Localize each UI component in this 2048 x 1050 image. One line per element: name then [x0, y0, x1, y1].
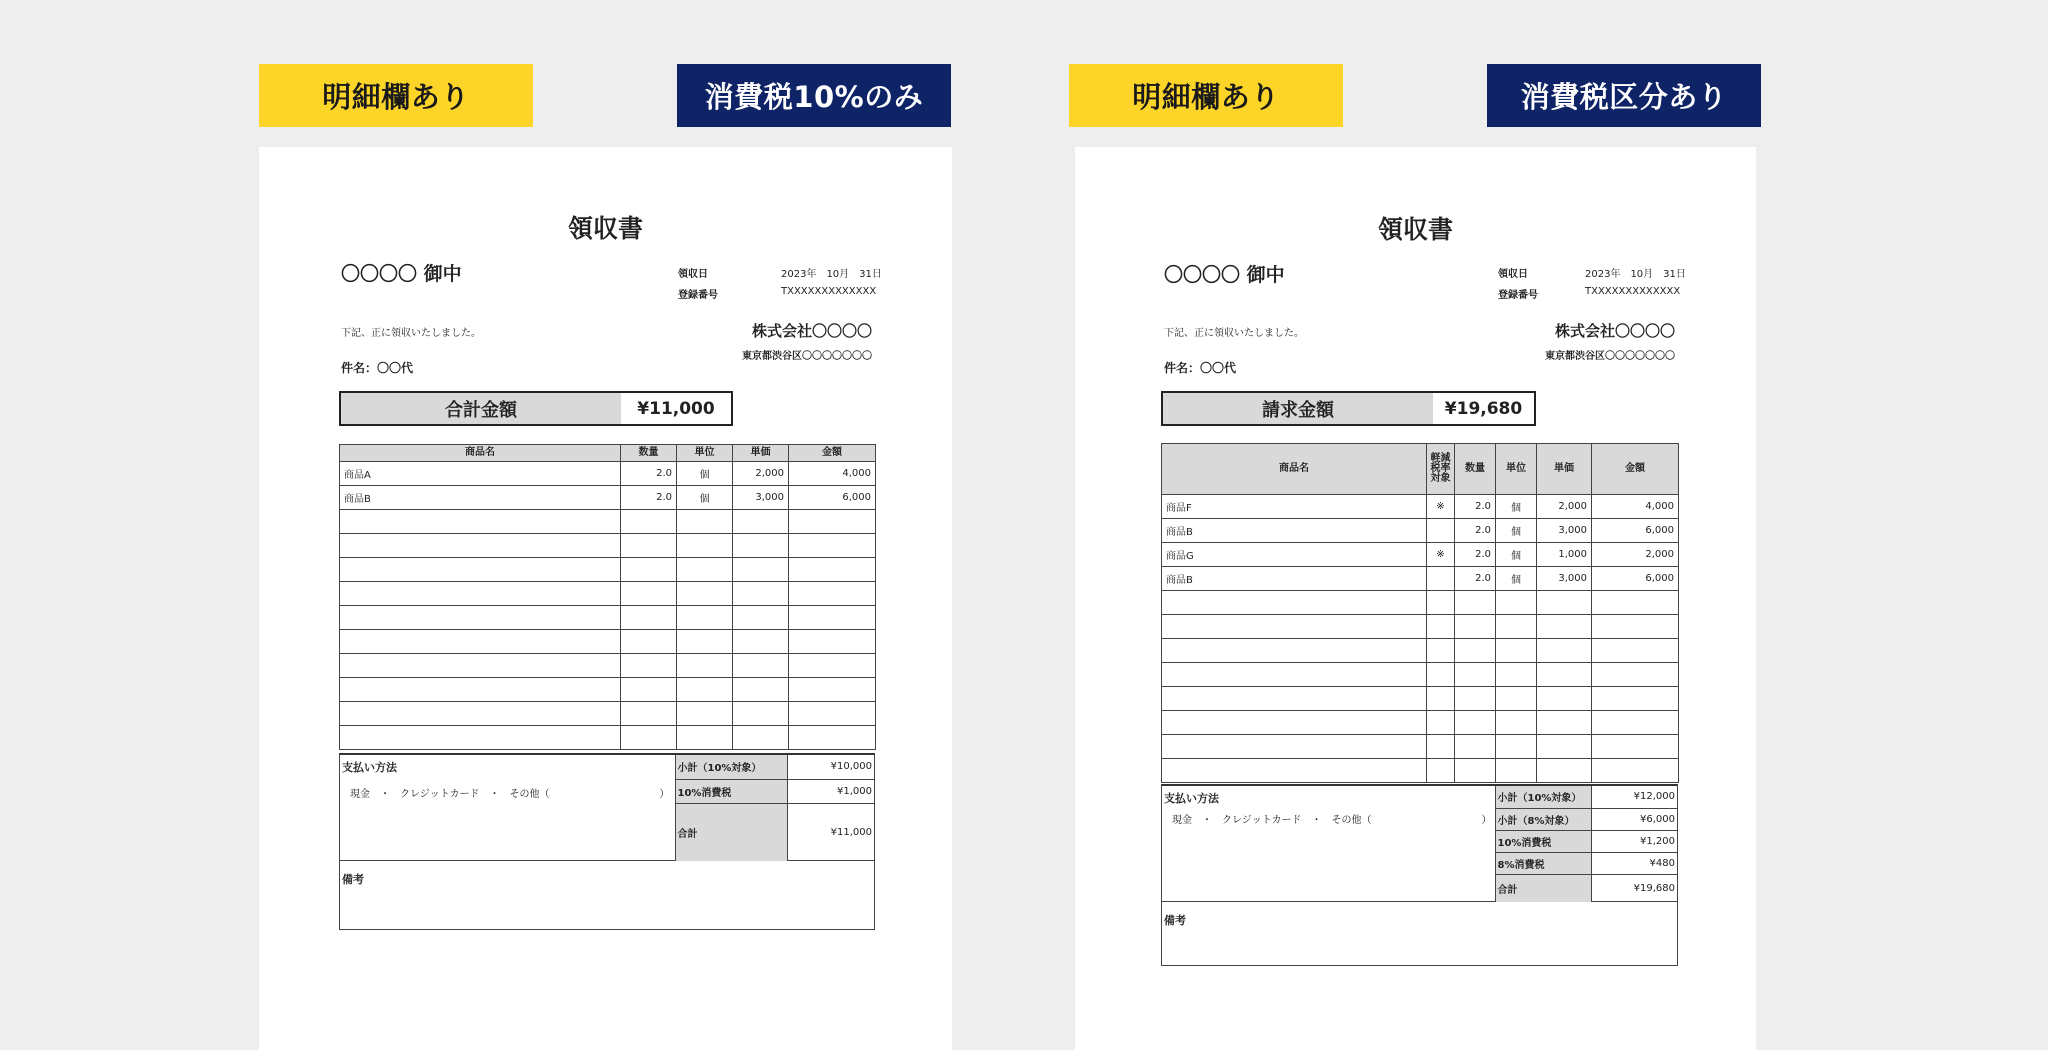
table-cell: 商品A [340, 462, 621, 486]
table-cell: 個 [1496, 495, 1537, 519]
table-cell: 個 [677, 486, 733, 510]
table-cell: 4,000 [789, 462, 876, 486]
registration-value: TXXXXXXXXXXXXX [781, 286, 877, 297]
registration-label: 登録番号 [678, 290, 718, 301]
header-unit: 単位 [677, 445, 733, 462]
table-cell: 2.0 [1455, 543, 1496, 567]
table-cell: 2.0 [1455, 495, 1496, 519]
payment-options: 現金 ・ クレジットカード ・ その他（ ） [1172, 815, 1492, 826]
table-cell [733, 630, 789, 654]
table-cell: 個 [1496, 567, 1537, 591]
table-cell [677, 702, 733, 726]
summary-table [675, 755, 875, 861]
total-amount-label: 合計金額 [341, 393, 621, 424]
table-row [1162, 543, 1679, 567]
table-cell [621, 534, 677, 558]
company-name: 株式会社〇〇〇〇 [751, 322, 872, 340]
addressee: 〇〇〇〇 御中 [1164, 264, 1285, 286]
table-cell [340, 702, 621, 726]
table-cell [621, 606, 677, 630]
table-cell [789, 678, 876, 702]
table-cell [677, 630, 733, 654]
table-row [340, 510, 876, 534]
left-tax-label: 消費税10%のみ [677, 64, 951, 127]
table-cell [1455, 711, 1496, 735]
table-cell [1496, 591, 1537, 615]
table-cell: 3,000 [1537, 519, 1592, 543]
date-label: 領収日 [678, 269, 708, 280]
table-cell [1162, 711, 1427, 735]
billing-amount-label: 請求金額 [1163, 393, 1433, 424]
table-cell [789, 558, 876, 582]
table-row [1162, 735, 1679, 759]
header-amount: 金額 [1592, 444, 1679, 495]
registration-label: 登録番号 [1498, 290, 1538, 301]
table-cell [733, 534, 789, 558]
table-cell [1592, 759, 1679, 783]
summary-label: 合計 [1495, 874, 1591, 902]
table-cell [340, 726, 621, 750]
table-cell [789, 582, 876, 606]
company-address: 東京都渋谷区〇〇〇〇〇〇〇 [742, 351, 872, 362]
table-cell [621, 558, 677, 582]
table-cell [621, 510, 677, 534]
subject: 件名：〇〇代 [341, 361, 414, 375]
table-cell: ※ [1427, 543, 1455, 567]
table-cell [1162, 759, 1427, 783]
right-detail-label: 明細欄あり [1069, 64, 1343, 127]
table-cell: 個 [1496, 519, 1537, 543]
summary-value: ¥480 [1591, 852, 1677, 874]
header-amount: 金額 [789, 445, 876, 462]
table-cell [1162, 735, 1427, 759]
summary-value: ¥1,000 [787, 779, 874, 803]
table-cell: 2,000 [733, 462, 789, 486]
summary-value: ¥6,000 [1591, 808, 1677, 830]
right-tax-label: 消費税区分あり [1487, 64, 1761, 127]
table-cell [1496, 759, 1537, 783]
header-reduced-tax: 軽減 税率 対象 [1427, 444, 1455, 495]
summary-label: 小計（10%対象） [675, 755, 787, 779]
left-detail-label: 明細欄あり [259, 64, 533, 127]
table-cell: 3,000 [1537, 567, 1592, 591]
table-cell [1455, 639, 1496, 663]
table-cell [677, 534, 733, 558]
table-cell [677, 726, 733, 750]
date-label: 領収日 [1498, 269, 1528, 280]
table-cell: 個 [677, 462, 733, 486]
header-item-name: 商品名 [340, 445, 621, 462]
table-cell: 3,000 [733, 486, 789, 510]
table-cell: 6,000 [789, 486, 876, 510]
table-row [340, 702, 876, 726]
company-address: 東京都渋谷区〇〇〇〇〇〇〇 [1545, 351, 1675, 362]
table-cell [1537, 711, 1592, 735]
received-text: 下記、正に領収いたしました。 [341, 328, 481, 339]
table-cell [1537, 663, 1592, 687]
table-cell [733, 558, 789, 582]
table-cell [1427, 687, 1455, 711]
table-row [340, 678, 876, 702]
table-cell [1592, 615, 1679, 639]
table-row [340, 582, 876, 606]
table-cell [733, 702, 789, 726]
table-cell [677, 606, 733, 630]
table-cell: 商品B [1162, 519, 1427, 543]
table-row [1162, 567, 1679, 591]
table-row [340, 606, 876, 630]
notes-section [339, 861, 875, 930]
table-cell [1455, 591, 1496, 615]
notes-label: 備考 [1164, 914, 1186, 927]
receipt-title: 領収書 [567, 214, 643, 243]
table-cell [1427, 639, 1455, 663]
table-cell [340, 582, 621, 606]
table-cell [1162, 639, 1427, 663]
registration-value: TXXXXXXXXXXXXX [1585, 286, 1681, 297]
table-cell [340, 558, 621, 582]
table-cell [621, 654, 677, 678]
items-table [1161, 443, 1679, 783]
subject: 件名：〇〇代 [1164, 361, 1237, 375]
table-cell [1427, 591, 1455, 615]
table-cell: 4,000 [1592, 495, 1679, 519]
table-cell: 2.0 [621, 462, 677, 486]
table-cell [733, 678, 789, 702]
summary-value: ¥11,000 [787, 803, 874, 861]
summary-label: 10%消費税 [675, 779, 787, 803]
table-cell [340, 510, 621, 534]
table-cell [1427, 759, 1455, 783]
total-amount-box [339, 391, 733, 426]
table-row [1162, 519, 1679, 543]
summary-value: ¥10,000 [787, 755, 874, 779]
table-cell [677, 582, 733, 606]
header-quantity: 数量 [621, 445, 677, 462]
table-cell [1455, 663, 1496, 687]
table-cell: ※ [1427, 495, 1455, 519]
table-row [1162, 591, 1679, 615]
summary-label: 小計（8%対象） [1495, 808, 1591, 830]
receipt-title: 領収書 [1377, 215, 1453, 244]
addressee: 〇〇〇〇 御中 [341, 263, 462, 285]
date-value: 2023年 10月 31日 [781, 269, 882, 280]
table-cell [1162, 687, 1427, 711]
table-cell [1427, 663, 1455, 687]
header-quantity: 数量 [1455, 444, 1496, 495]
table-cell [1427, 519, 1455, 543]
table-cell [1537, 639, 1592, 663]
billing-amount-value: ¥19,680 [1433, 393, 1534, 424]
table-cell: 2,000 [1537, 495, 1592, 519]
table-cell [1537, 615, 1592, 639]
table-cell [340, 606, 621, 630]
table-cell [677, 678, 733, 702]
right-receipt-paper [1075, 147, 1756, 1050]
table-row [1162, 663, 1679, 687]
table-row [340, 462, 876, 486]
table-cell [1496, 711, 1537, 735]
header-unit-price: 単価 [733, 445, 789, 462]
table-cell [1427, 711, 1455, 735]
table-cell: 商品B [1162, 567, 1427, 591]
table-cell [340, 630, 621, 654]
table-row [1162, 759, 1679, 783]
table-cell [733, 510, 789, 534]
table-cell [621, 702, 677, 726]
payment-method-title: 支払い方法 [342, 761, 397, 774]
table-cell [340, 534, 621, 558]
left-receipt-paper [259, 147, 952, 1050]
company-name: 株式会社〇〇〇〇 [1554, 322, 1675, 340]
table-cell [1455, 615, 1496, 639]
table-cell [340, 654, 621, 678]
table-cell [621, 678, 677, 702]
table-cell [1496, 735, 1537, 759]
summary-value: ¥1,200 [1591, 830, 1677, 852]
table-cell [1537, 687, 1592, 711]
table-row [1162, 687, 1679, 711]
notes-label: 備考 [342, 873, 364, 886]
header-unit-price: 単価 [1537, 444, 1592, 495]
summary-label: 合計 [675, 803, 787, 861]
table-row [1162, 639, 1679, 663]
table-cell: 2.0 [621, 486, 677, 510]
table-cell: 2,000 [1592, 543, 1679, 567]
header-item-name: 商品名 [1162, 444, 1427, 495]
table-cell [340, 678, 621, 702]
summary-label: 8%消費税 [1495, 852, 1591, 874]
table-cell [789, 630, 876, 654]
payment-options: 現金 ・ クレジットカード ・ その他（ ） [350, 789, 670, 800]
notes-section [1161, 902, 1678, 966]
table-cell [733, 606, 789, 630]
billing-amount-box [1161, 391, 1536, 426]
table-cell [1592, 639, 1679, 663]
summary-value: ¥12,000 [1591, 786, 1677, 808]
table-cell [789, 534, 876, 558]
table-cell [733, 726, 789, 750]
table-cell [1455, 759, 1496, 783]
summary-label: 10%消費税 [1495, 830, 1591, 852]
table-cell [1455, 687, 1496, 711]
table-cell [733, 582, 789, 606]
table-cell: 6,000 [1592, 519, 1679, 543]
table-cell [677, 510, 733, 534]
received-text: 下記、正に領収いたしました。 [1164, 328, 1304, 339]
table-cell [1537, 759, 1592, 783]
header-unit: 単位 [1496, 444, 1537, 495]
summary-label: 小計（10%対象） [1495, 786, 1591, 808]
table-row [340, 558, 876, 582]
table-cell: 6,000 [1592, 567, 1679, 591]
table-cell [789, 726, 876, 750]
table-row [340, 534, 876, 558]
summary-table [1495, 786, 1678, 902]
table-cell [1592, 711, 1679, 735]
table-cell: 商品B [340, 486, 621, 510]
table-cell [1537, 735, 1592, 759]
table-cell [1592, 735, 1679, 759]
table-cell: 商品G [1162, 543, 1427, 567]
payment-summary-section [1161, 784, 1678, 902]
table-cell: 2.0 [1455, 567, 1496, 591]
table-row [1162, 711, 1679, 735]
table-cell [1455, 735, 1496, 759]
payment-summary-section [339, 753, 875, 861]
table-cell [677, 654, 733, 678]
table-row [340, 486, 876, 510]
table-row [340, 726, 876, 750]
table-row [340, 654, 876, 678]
table-cell [1496, 639, 1537, 663]
table-row [1162, 495, 1679, 519]
table-cell [1162, 615, 1427, 639]
table-cell [1427, 615, 1455, 639]
table-cell [1162, 663, 1427, 687]
table-cell: 個 [1496, 543, 1537, 567]
table-cell [733, 654, 789, 678]
table-cell [1592, 591, 1679, 615]
table-cell [621, 630, 677, 654]
table-cell [1162, 591, 1427, 615]
items-table [339, 444, 876, 750]
table-row [340, 630, 876, 654]
table-row [1162, 615, 1679, 639]
table-cell [1496, 687, 1537, 711]
table-cell [789, 606, 876, 630]
table-cell [1427, 735, 1455, 759]
table-cell [1592, 663, 1679, 687]
table-cell: 2.0 [1455, 519, 1496, 543]
table-cell [1592, 687, 1679, 711]
table-cell [789, 510, 876, 534]
table-cell [677, 558, 733, 582]
table-cell [1496, 663, 1537, 687]
table-cell: 商品F [1162, 495, 1427, 519]
table-cell [621, 582, 677, 606]
table-cell [789, 654, 876, 678]
table-cell: 1,000 [1537, 543, 1592, 567]
table-cell [621, 726, 677, 750]
table-cell [1427, 567, 1455, 591]
total-amount-value: ¥11,000 [621, 393, 731, 424]
payment-method-title: 支払い方法 [1164, 792, 1219, 805]
table-cell [789, 702, 876, 726]
table-cell [1496, 615, 1537, 639]
date-value: 2023年 10月 31日 [1585, 269, 1686, 280]
summary-value: ¥19,680 [1591, 874, 1677, 902]
table-cell [1537, 591, 1592, 615]
